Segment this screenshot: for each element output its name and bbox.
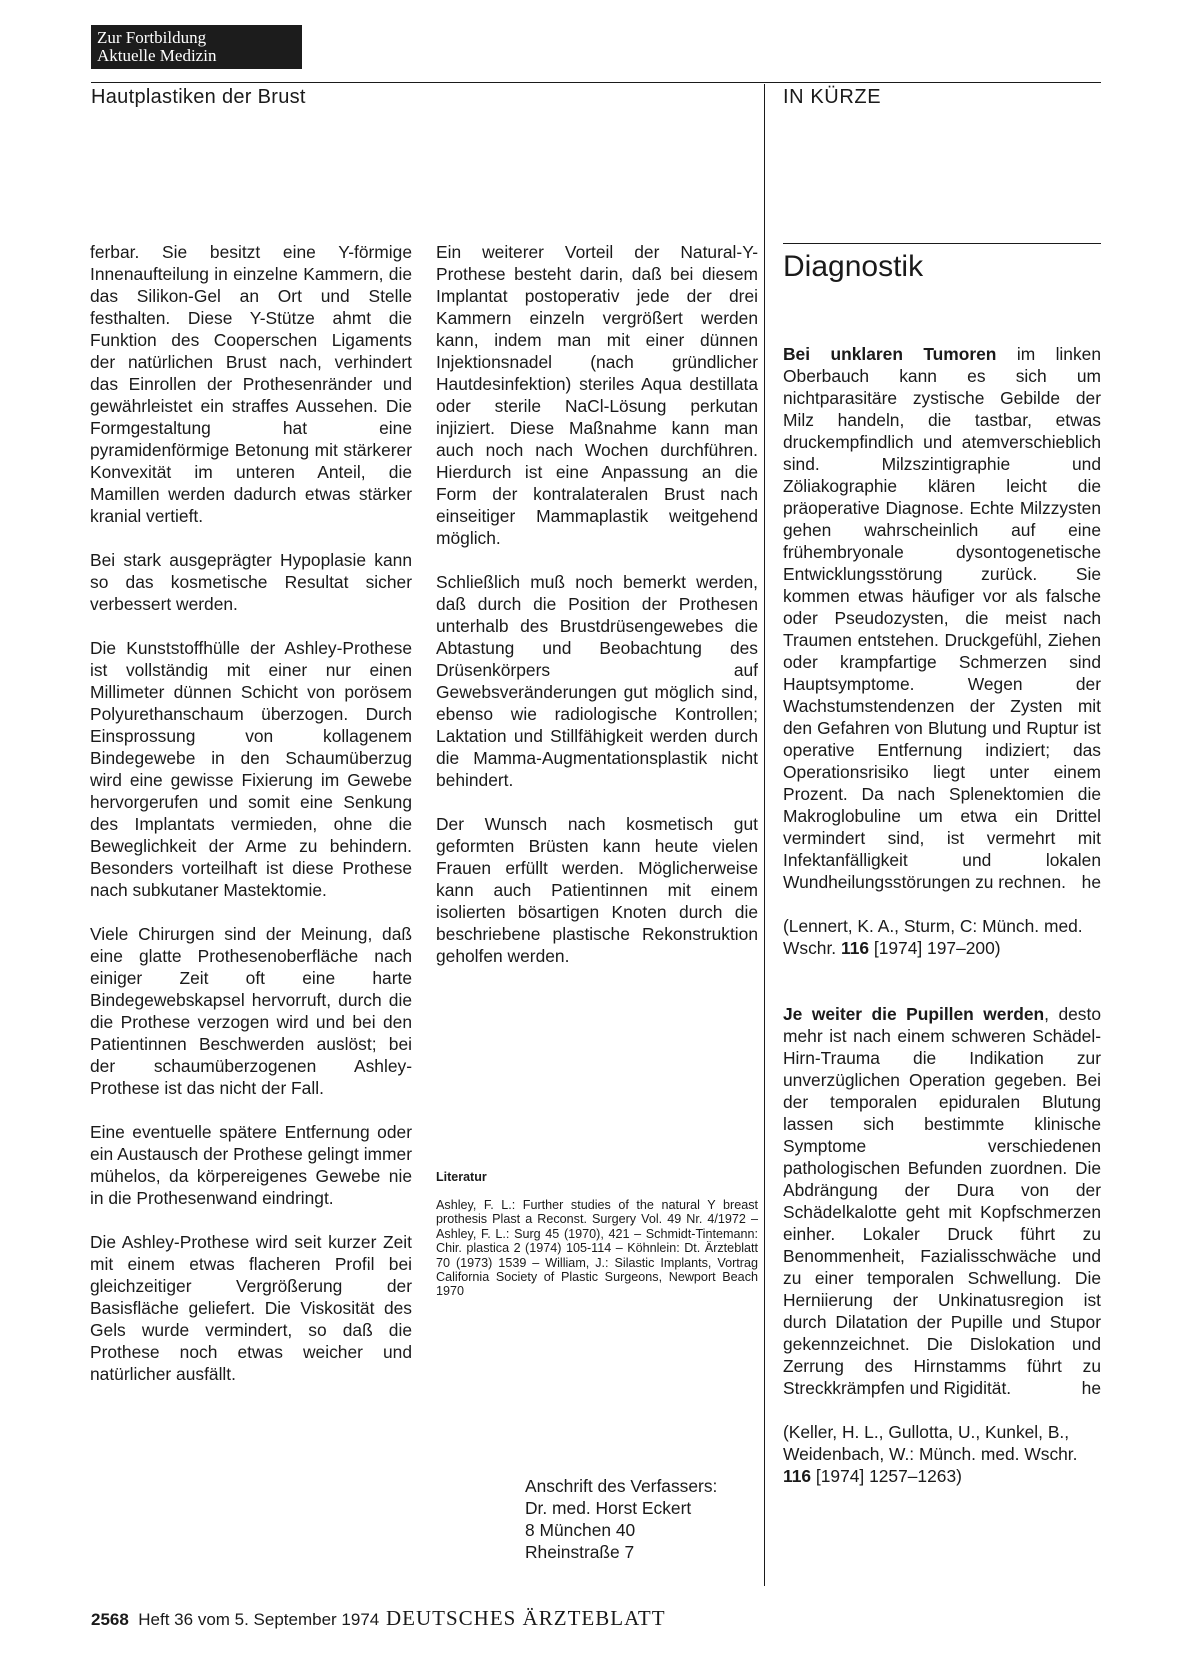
literature-text: Ashley, F. L.: Further studies of the natural Y breast prothesis Plast a Reconst. Surgery Vol. 49 Nr. 4/1972 – Ashley, F. L.: Surg 45 (1970), 421 – Schmidt-Tintemann: Chir. plastica 2 (1974) 105-114 – Köhnlein: Dt. Ärzteblatt 70 (1973) 1539 – William, J.: Silastic Implants, Vortrag California Society of Plastic Surgeons, Newport Beach 1970 [436,1198,758,1299]
literature-heading: Literatur [436,1170,487,1184]
reference-text: (Keller, H. L., Gullotta, U., Kunkel, B., Weidenbach, W.: Münch. med. Wschr. [783,1422,1078,1464]
paragraph: Ein weiterer Vorteil der Natural-Y-Prothese besteht darin, daß bei diesem Implantat postoperativ jede der drei Kammern einzeln vergrößert werden kann, indem man mit einer dünnen Injektionsnadel (nach gründlicher Hautdesinfektion) steriles Aqua destillata oder sterile NaCl-Lösung perkutan injiziert. Diese Maßnahme kann man auch noch nach Wochen durchführen. Hierdurch ist eine Anpassung an die Form der kontralateralen Brust nach einseitiger Mammaplastik weitgehend möglich. [436,242,758,548]
issue-info: Heft 36 vom 5. September 1974 [138,1610,380,1629]
brief-item-pupils [783,1003,1101,1399]
address-line: Anschrift des Verfassers: [525,1476,718,1496]
address-line: Rheinstraße 7 [525,1542,635,1562]
reference-volume: 116 [840,938,870,958]
diagnostik-rule [783,243,1101,244]
reference-text: [1974] 197–200) [869,938,1001,958]
diagnostik-title: Diagnostik [783,250,924,283]
paragraph: Viele Chirurgen sind der Meinung, daß eine glatte Prothesenoberfläche nach einiger Zeit oft eine harte Bindegewebskapsel hervorruft, durch die die Prothese verzogen wird und bei den Patientinnen Beschwerden auslöst; bei der schaumüberzogenen Ashley-Prothese ist das nicht der Fall. [90,924,412,1098]
address-line: Dr. med. Horst Eckert [525,1498,692,1518]
article-column-2 [436,241,758,967]
reference-volume: 116 [783,1466,812,1486]
section-heading-in-kuerze: IN KÜRZE [783,86,882,108]
author-initials: he [1081,872,1101,892]
article-column-1 [90,241,412,1385]
brief-text: , desto mehr ist nach einem schweren Schädel-Hirn-Trauma die Indikation zur unverzüglichen Operation gegeben. Bei der temporalen epiduralen Blutung lassen sich bestimmte klinische Symptome verschiedenen pathologischen Befunden zuordnen. Die Abdrängung der Dura von der Schädelkalotte geht mit Kopfschmerzen einher. Lokaler Druck führt zu Benommenheit, Fazialisschwäche und zu einer temporalen Schwellung. Die Herniierung der Unkinatusregion ist durch Dilatation der Pupille und Stupor gekennzeichnet. Die Dislokation und Zerrung des Hirnstamms führt zu Streckkrämpfen und Rigidität. [783,1004,1101,1398]
paragraph: Bei stark ausgeprägter Hypoplasie kann so das kosmetische Resultat sicher verbessert werden. [90,550,412,614]
paragraph: Eine eventuelle spätere Entfernung oder ein Austausch der Prothese gelingt immer mühelos, da körpereigenes Gewebe nie in die Prothesenwand eindringt. [90,1122,412,1208]
section-label-line1: Zur Fortbildung [97,28,207,47]
page-number: 2568 [91,1610,129,1629]
paragraph: ferbar. Sie besitzt eine Y-förmige Innenaufteilung in einzelne Kammern, die das Silikon-Gel an Ort und Stelle festhalten. Diese Y-Stütze ahmt die Funktion des Cooperschen Ligaments der natürlichen Brust nach, verhindert das Einrollen der Prothesenränder und gewährleistet ein straffes Aussehen. Die Formgestaltung hat eine pyramidenförmige Betonung mit stärkerer Konvexität im unteren Anteil, die Mamillen werden dadurch etwas stärker kranial vertieft. [90,242,412,526]
paragraph: Der Wunsch nach kosmetisch gut geformten Brüsten kann heute vielen Frauen erfüllt werden. Möglicherweise kann auch Patientinnen mit einem isolierten bösartigen Knoten durch die beschriebene plastische Rekonstruktion geholfen werden. [436,814,758,966]
reference-text: [1974] 1257–1263) [811,1466,962,1486]
brief-item-spleen [783,343,1101,893]
section-label-line2: Aktuelle Medizin [97,46,217,65]
author-initials: he [1081,1378,1101,1398]
journal-name: DEUTSCHES ÄRZTEBLATT [386,1606,666,1630]
section-label [91,25,302,69]
author-address [525,1475,717,1563]
literature-section [436,1170,758,1299]
paragraph: Die Ashley-Prothese wird seit kurzer Zeit mit einem etwas flacheren Profil bei gleichzeitiger Vergrößerung der Basisfläche geliefert. Die Viskosität des Gels wurde vermindert, so daß die Prothese noch etwas weicher und natürlicher ausfällt. [90,1232,412,1384]
brief-lead: Bei unklaren Tumoren [783,344,997,364]
column-divider [764,84,765,1586]
reference [783,915,1101,959]
brief-text: im linken Oberbauch kann es sich um nichtparasitäre zystische Gebilde der Milz handeln, die tastbar, etwas druckempfindlich und atemverschieblich sind. Milzszintigraphie und Zöliakographie klären leicht die präoperative Diagnose. Echte Milzzysten gehen wahrscheinlich auf eine frühembryonale dysontogenetische Entwicklungsstörung zurück. Sie kommen etwas häufiger vor als falsche oder Pseudozysten, die meist nach Traumen entstehen. Druckgefühl, Ziehen oder krampfartige Schmerzen sind Hauptsymptome. Wegen der Wachstumstendenzen der Zysten mit den Gefahren von Blutung und Ruptur ist operative Entfernung indiziert; das Operationsrisiko liegt unter einem Prozent. Da nach Splenektomien die Makroglobuline um etwa ein Drittel vermindert sind, ist vermehrt mit Infektanfälligkeit und lokalen Wundheilungsstörungen zu rechnen. [783,344,1102,892]
article-title: Hautplastiken der Brust [91,86,306,108]
paragraph: Die Kunststoffhülle der Ashley-Prothese ist vollständig mit einer nur einen Millimeter dünnen Schicht von porösem Polyurethanschaum überzogen. Durch Einsprossung von kollagenem Bindegewebe in den Schaumüberzug wird eine gewisse Fixierung im Gewebe hervorgerufen und somit eine Senkung des Implantats vermieden, ohne die Beweglichkeit der Arme zu behindern. Besonders vorteilhaft ist diese Prothese nach subkutaner Mastektomie. [90,638,412,900]
header-rule [91,82,1101,83]
reference-text: (Lennert, K. A., Sturm, C: Münch. med. Wschr. [783,916,1083,958]
reference [783,1421,1101,1487]
brief-lead: Je weiter die Pupillen werden [783,1004,1045,1024]
address-line: 8 München 40 [525,1520,636,1540]
page-footer [91,1606,666,1631]
paragraph: Schließlich muß noch bemerkt werden, daß durch die Position der Prothesen unterhalb des Brustdrüsengewebes die Abtastung und Beobachtung des Drüsenkörpers auf Gewebsveränderungen gut möglich sind, ebenso wie radiologische Kontrollen; Laktation und Stillfähigkeit werden durch die Mamma-Augmentationsplastik nicht behindert. [436,572,758,790]
brief-column [783,343,1101,1487]
